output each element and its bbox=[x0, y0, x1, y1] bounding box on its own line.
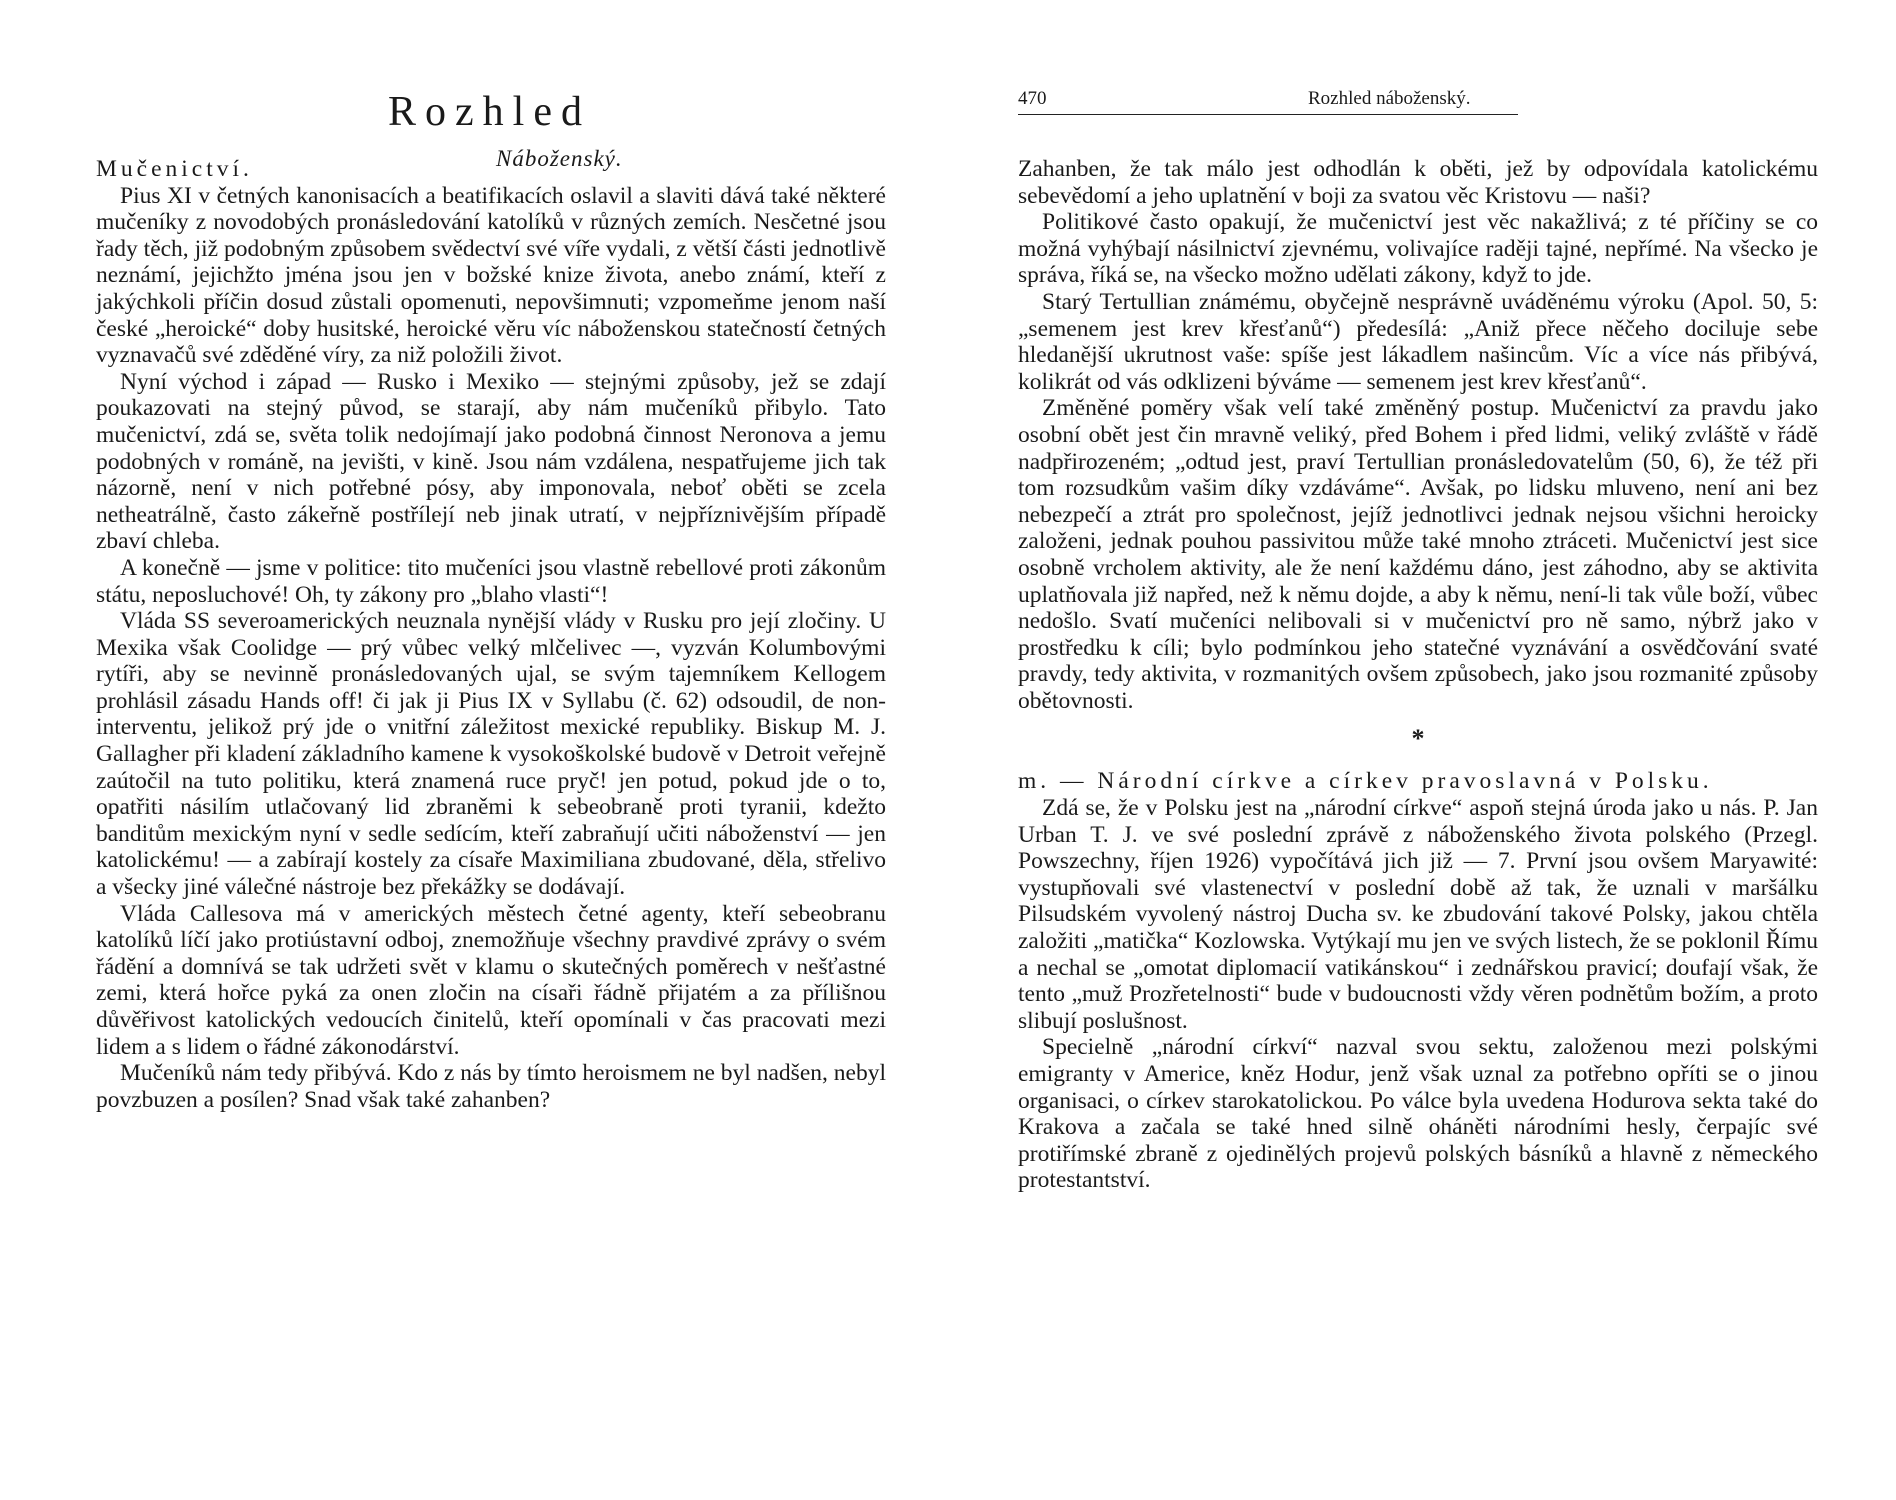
page-subtitle: Náboženský. bbox=[496, 146, 623, 171]
paragraph: Starý Tertullian známému, obyčejně nesprávně uváděnému výroku (Apol. 50, 5: „semenem jest krev křesťanů“) předesílá: „Aniž přece něčeho dociluje sebe hledanější ukrutnost vaše: spíše jest lákadlem našincům. Víc a více nás přibývá, kolikrát od vás odklizeni býváme — semenem jest krev křesťanů“. bbox=[1018, 288, 1818, 395]
paragraph: Mučeníků nám tedy přibývá. Kdo z nás by tímto heroismem ne byl nadšen, nebyl povzbuzen a posílen? Snad však také zahanben? bbox=[96, 1060, 886, 1113]
paragraph: Zahanben, že tak málo jest odhodlán k oběti, jež by odpovídala katolickému sebevědomí a jeho uplatnění v boji za svatou věc Kristovu — naši? bbox=[1018, 156, 1818, 209]
running-header bbox=[1018, 88, 1518, 115]
running-title: Rozhled náboženský. bbox=[1308, 88, 1471, 109]
left-page bbox=[96, 0, 886, 1500]
left-page-body bbox=[96, 156, 886, 1113]
paragraph: Změněné poměry však velí také změněný postup. Mučenictví za pravdu jako osobní obět jest čin mravně veliký, před Bohem i před lidmi, veliký zvláště v řádě nadpřirozeném; „odtud jest, praví Tertullian pronásledovatelům (50, 6), že též při tom rozsudkům vašim díky vzdáváme“. Avšak, po lidsku mluveno, není ani bez nebezpečí a ztrát pro společnost, jejíž jednotlivci jednak nejsou všichni heroicky založeni, jednak pouhou passivitou může také mnoho ztráceti. Mučenictví jest sice osobně vrcholem aktivity, ale že není každému dáno, jest záhodno, aby se aktivita uplatňovala již napřed, než k němu dojde, a aby k němu, není-li tak vůle boží, vůbec nedošlo. Svatí mučeníci nelibovali si v mučenictví pro ně samo, nýbrž jako v prostředku k cíli; bylo podmínkou jeho statečné vyznávání a osvědčování svaté pravdy, tedy aktivita, v rozmanitých ovšem způsobech, jako jsou rozmanité způsoby obětovnosti. bbox=[1018, 395, 1818, 714]
right-page bbox=[1018, 0, 1818, 1500]
paragraph: Vláda Callesova má v amerických městech četné agenty, kteří sebeobranu katolíků líčí jako protiústavní odboj, znemožňuje všechny pravdivé zprávy o svém řádění a domnívá se tak udržeti svět v klamu o skutečných poměrech v nešťastné zemi, která hořce pyká za onen zločin na císaři řádně přijatém a za přílišnou důvěřivost katolických vedoucích činitelů, kteří opomínali v čas pracovati mezi lidem a s lidem o řádné zákonodárství. bbox=[96, 900, 886, 1060]
paragraph: A konečně — jsme v politice: tito mučeníci jsou vlastně rebellové proti zákonům státu, neposluchové! Oh, ty zákony pro „blaho vlasti“! bbox=[96, 554, 886, 608]
paragraph: Pius XI v četných kanonisacích a beatifikacích oslavil a slaviti dává také některé mučeníky z novodobých pronásledování katolíků v různých zemích. Nesčetné jsou řady těch, již podobným způsobem svědectví své víře vydali, z větší části jednotlivě neznámí, jejichžto jména jsou jen v božské knize života, anebo známí, kteří z jakýchkoli příčin dosud zůstali opomenuti, nepovšimnuti; vzpomeňme jenom naší české „heroické“ doby husitské, heroické věru víc náboženskou statečností četných vyznavačů své zděděné víry, za niž položili život. bbox=[96, 182, 886, 369]
right-page-body bbox=[1018, 156, 1818, 1194]
paragraph: Politikové často opakují, že mučenictví jest věc nakažlivá; z té příčiny se co možná vyhýbají násilnictví zjevnému, volivajíce raději tajné, nepřímé. Na všecko je správa, říká se, na všecko možno udělati zákony, když to jde. bbox=[1018, 209, 1818, 289]
paragraph: Specielně „národní církví“ nazval svou sektu, založenou mezi polskými emigranty v Americe, kněz Hodur, jenž však uznal za potřebno opříti se o jinou organisaci, o církev starokatolickou. Po válce byla uvedena Hodurova sekta také do Krakova a začala se také hned silně oháněti národními hesly, čerpajíc své protiřímské zbraně z ojedinělých projevů polských básníků a hlavně z německého protestantství. bbox=[1018, 1034, 1818, 1194]
paragraph: Zdá se, že v Polsku jest na „národní církve“ aspoň stejná úroda jako u nás. P. Jan Urban T. J. ve své poslední zprávě z náboženského života polského (Przegl. Powszechny, říjen 1926) vypočítává jich již — 7. První jsou ovšem Maryawité: vystupňovali své vlastenectví v poslední době až tak, že uznali v maršálku Pilsudském vyvolený nástroj Ducha sv. ke zbudování takové Polsky, jakou chtěla založiti „matička“ Kozlowska. Vytýkají mu jen ve svých listech, že se poklonil Římu a nechal se „omotat diplomacií vatikánskou“ i zednářskou pravicí; doufají však, že tento „muž Prozřetelnosti“ bude v budoucnosti vždy věren podnětům božím, a proto slibují poslušnost. bbox=[1018, 795, 1818, 1034]
page-number: 470 bbox=[1018, 88, 1047, 109]
paragraph: Vláda SS severoamerických neuznala nynější vlády v Rusku pro její zločiny. U Mexika však Coolidge — prý vůbec velký mlčelivec —, vyzván Kolumbovými rytíři, aby se nevinně pronásledovaných ujal, se svým tajemníkem Kellogem prohlásil zásadu Hands off! či jak ji Pius IX v Syllabu (č. 62) odsoudil, de non-interventu, jelikož prý jde o vnitřní záležitost mexické republiky. Biskup M. J. Gallagher při kladení základního kamene k vysokoškolské budově v Detroit veřejně zaútočil na tuto politiku, která znamená ruce pryč! jen potud, pokud jde o to, opatřiti násilím utlačovaný lid zbraněmi k sebeobraně proti tyranii, kdežto banditům mexickým nyní v sedle sedícím, kteří zabraňují učiti náboženství — jen katolickému! — a zabírají kostely za císaře Maximiliana zbudované, děla, střelivo a všecky jiné válečné nástroje bez překážky se dodávají. bbox=[96, 608, 886, 901]
section-separator: * bbox=[1411, 724, 1425, 754]
page-title: Rozhled bbox=[388, 89, 591, 135]
paragraph: Nyní východ i západ — Rusko i Mexiko — stejnými způsoby, jež se zdají poukazovati na stejný původ, se starají, aby nám mučeníků přibylo. Tato mučenictví, zdá se, světa tolik nedojímají jako podobná činnost Neronova a jemu podobných v románě, na jevišti, v kině. Jsou nám vzdálena, nespatřujeme jich tak názorně, není v nich potřebné pósy, aby imponovala, neboť oběti se zcela netheatrálně, často zákeřně postřílejí neb jinak utratí, v nejpříznivějším případě zbaví chleba. bbox=[96, 368, 886, 555]
section-heading-martyrdom: Mučenictví. bbox=[96, 156, 253, 182]
section-heading-national-churches: m. — Národní církve a církev pravoslavná v Polsku. bbox=[1018, 768, 1713, 795]
